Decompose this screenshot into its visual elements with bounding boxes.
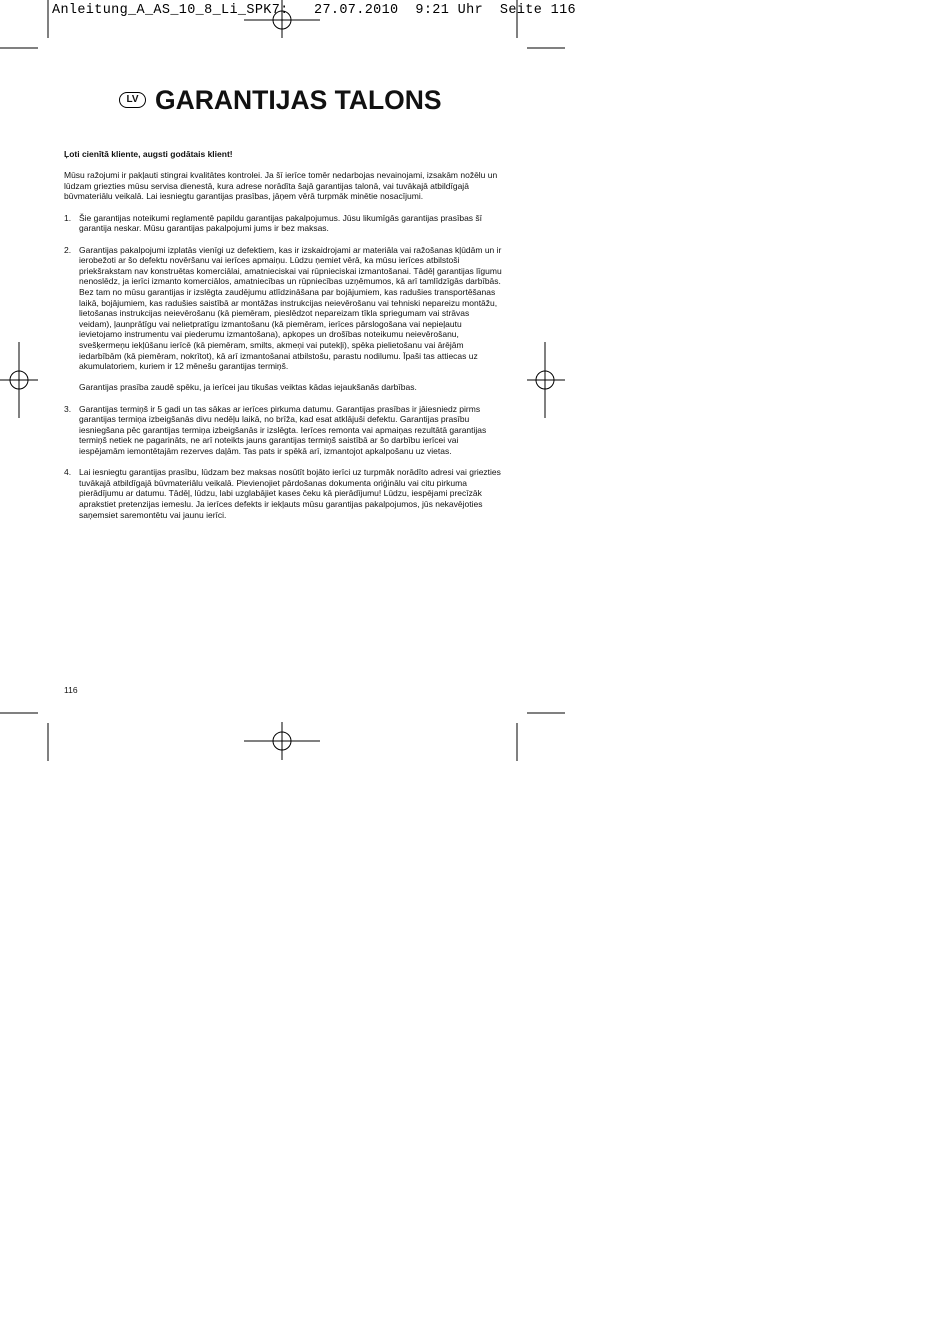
page-title: GARANTIJAS TALONS	[155, 85, 442, 115]
print-slug: Anleitung_A_AS_10_8_Li_SPK7: 27.07.2010 9:21 Uhr Seite 116	[52, 3, 576, 18]
term-number: 3.	[64, 403, 72, 414]
registration-mark-top	[244, 0, 320, 38]
page-number: 116	[64, 685, 78, 695]
language-badge: LV	[119, 92, 146, 108]
term-paragraph: Garantijas termiņš ir 5 gadi un tas sākas ar ierīces pirkuma datumu. Garantijas prasības ir jāiesniedz pirms garantijas termiņa izbeigšanās divu nedēļu laikā, no brīža, kad esat atklājuši defektu. Garantijas prasību iesniegšana pēc garantijas termiņa izbeigšanās ir izslēgta. Ierīces remonta vai apmaiņas rezultātā garantijas termiņš netiek ne pagarināts, ne arī noteikts jauns garantijas termiņš saistībā ar šo darbību ierīcei vai iespējamām iemontētajām rezerves daļām. Tas pats ir spēkā arī, izmantojot apkalpošanu uz vietas.	[79, 403, 487, 456]
registration-mark-bottom	[244, 722, 320, 760]
term-number: 2.	[64, 244, 72, 255]
term-paragraph: Šie garantijas noteikumi reglamentē papildu garantijas pakalpojumus. Jūsu likumīgās garantijas prasības šī garantija neskar. Mūsu garantijas pakalpojumi jums ir bez maksas.	[79, 212, 483, 234]
term-number: 4.	[64, 467, 72, 478]
registration-mark-left	[0, 342, 38, 418]
term-body	[79, 404, 504, 457]
term-body	[79, 467, 504, 520]
term-paragraph: Garantijas pakalpojumi izplatās vienīgi uz defektiem, kas ir izskaidrojami ar materiāla vai ražošanas kļūdām un ir ierobežoti ar šo defektu novēršanu vai ierīces apmaiņu. Lūdzu ņemiet vērā, ka mūsu ierīces atbilstoši priekšrakstam nav konstruētas komerciālai, amatnieciskai vai rūpnieciskai izmantošanai. Tādēļ garantijas līgumu nenoslēdz, ja ierīci izmanto komerciālos, amatniecības un rūpniecības uzņēmumos, kā arī tamlīdzīgās darbībās. Bez tam no mūsu garantijas ir izslēgta zaudējumu atlīdzināšana par bojājumiem, kas radušies transportēšanas laikā, bojājumiem, kas radušies saistībā ar montāžas instrukcijas neievērošanu vai tehniski nepareizu montāžu, lietošanas instrukcijas neievērošanu (kā piemēram, pieslēdzot nepareizam tīkla spriegumam vai strāvas veidam), ļaunprātīgu vai nelietpratīgu izmantošanu (kā piemēram, ierīces pārslogošana vai nepieļautu ievietojamo instrumentu vai piederumu izmantošana), apkopes un drošības noteikumu neievērošanu, svešķermeņu iekļūšanu ierīcē (kā piemēram, smilts, akmeņi vai putekļi), spēka pielietošanu vai ārējām iedarbībām (kā piemēram, nokrītot), kā arī izmantošanai atbilstošu, parastu nodilumu. Īpaši tas attiecas uz akumulatoriem, kuriem ir 12 mēnešu garantijas termiņš.	[79, 244, 502, 372]
term-item	[64, 467, 504, 520]
title-row	[119, 84, 442, 116]
greeting: Ļoti cienītā kliente, augsti godātais klient!	[64, 149, 233, 159]
term-number: 1.	[64, 212, 72, 223]
document-body	[64, 149, 504, 531]
warranty-terms-list	[64, 213, 504, 520]
term-paragraph: Garantijas prasība zaudē spēku, ja ierīcei jau tikušas veiktas kādas iejaukšanās darbības.	[79, 382, 417, 393]
intro-paragraph: Mūsu ražojumi ir pakļauti stingrai kvalitātes kontrolei. Ja šī ierīce tomēr nedarbojas nevainojami, izsakām nožēlu un lūdzam griezties mūsu servisa dienestā, kura adrese norādīta šajā garantijas talonā, vai tuvākajā atbildīgajā būvmateriālu veikalā. Lai iesniegtu garantijas prasības, jāņem vērā turpmāk minētie nosacījumi.	[64, 170, 498, 202]
term-item	[64, 213, 504, 234]
registration-mark-right	[527, 342, 565, 418]
term-body	[79, 245, 504, 393]
term-paragraph: Lai iesniegtu garantijas prasību, lūdzam bez maksas nosūtīt bojāto ierīci uz turpmāk norādīto adresi vai griezties tuvākajā atbildīgajā būvmateriālu veikalā. Pievienojiet pārdošanas dokumenta oriģinālu vai citu pirkuma pierādījumu ar datumu. Tādēļ, lūdzu, labi uzglabājiet kases čeku kā pierādījumu! Lūdzu, iespējami precīzāk aprakstiet pretenzijas iemeslu. Ja ierīces defekts ir iekļauts mūsu garantijas pakalpojumos, jūs nekavējoties saņemsiet saremontētu vai jaunu ierīci.	[79, 467, 501, 520]
term-item	[64, 245, 504, 393]
term-item	[64, 404, 504, 457]
term-body	[79, 213, 504, 234]
